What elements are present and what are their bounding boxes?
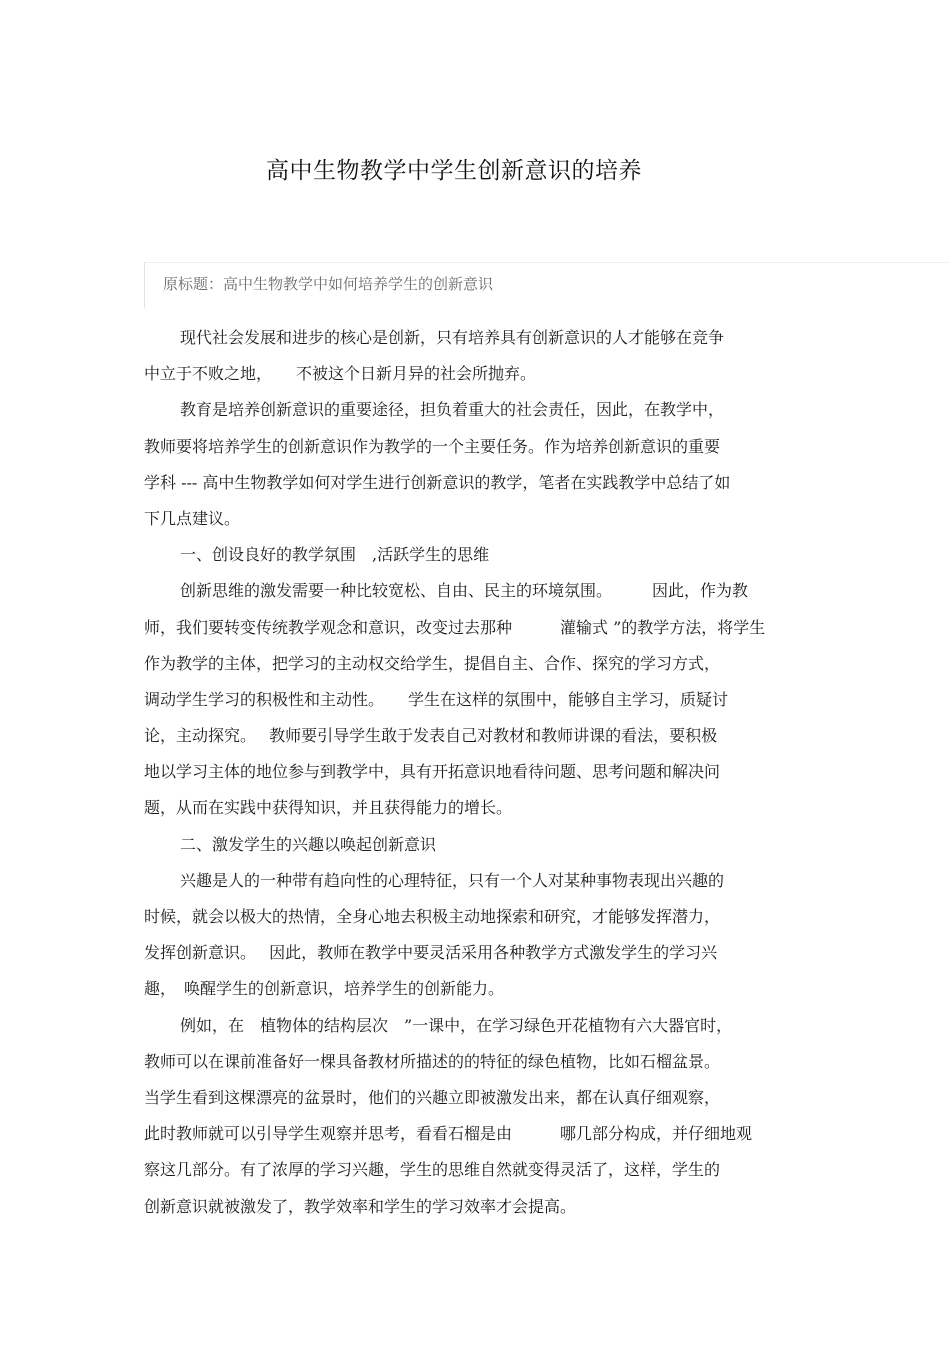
body-line: 发挥创新意识。 因此，教师在教学中要灵活采用各种教学方式激发学生的学习兴 [144,943,718,963]
body-line: 例如，在 植物体的结构层次 ”一课中，在学习绿色开花植物有六大器官时， [180,1015,733,1035]
body-line: 察这几部分。有了浓厚的学习兴趣，学生的思维自然就变得灵活了，这样，学生的 [144,1160,721,1180]
body-line: 二、激发学生的兴趣以唤起创新意识 [180,834,437,854]
body-line: 师，我们要转变传统教学观念和意识，改变过去那种 灌输式 ”的教学方法，将学生 [144,617,766,637]
body-line: 下几点建议。 [144,508,241,528]
body-line: 兴趣是人的一种带有趋向性的心理特征，只有一个人对某种事物表现出兴趣的 [180,870,725,890]
body-line: 创新意识就被激发了，教学效率和学生的学习效率才会提高。 [144,1196,577,1216]
body-line: 调动学生学习的积极性和主动性。 学生在这样的氛围中，能够自主学习，质疑讨 [144,689,729,709]
body-line: 中立于不败之地， 不被这个日新月异的社会所抛弃。 [144,364,537,384]
body-line: 教师要将培养学生的创新意识作为教学的一个主要任务。作为培养创新意识的重要 [144,436,721,456]
original-title: 原标题：高中生物教学中如何培养学生的创新意识 [163,275,494,293]
body-line: 当学生看到这棵漂亮的盆景时，他们的兴趣立即被激发出来，都在认真仔细观察， [144,1087,721,1107]
body-line: 一、创设良好的教学氛围 ,活跃学生的思维 [180,545,490,565]
body-line: 趣， 唤醒学生的创新意识，培养学生的创新能力。 [144,979,505,999]
body-line: 题，从而在实践中获得知识，并且获得能力的增长。 [144,798,513,818]
original-title-box [144,262,950,308]
body-line: 时候，就会以极大的热情，全身心地去积极主动地探索和研究，才能够发挥潜力， [144,907,721,926]
body-line: 此时教师就可以引导学生观察并思考，看看石榴是由 哪几部分构成，并仔细地观 [144,1124,753,1144]
body-line: 创新思维的激发需要一种比较宽松、自由、民主的环境氛围。 因此，作为教 [180,581,749,601]
body-line: 教师可以在课前准备好一棵具备教材所描述的的特征的绿色植物，比如石榴盆景。 [144,1051,721,1071]
body-line: 论，主动探究。 教师要引导学生敢于发表自己对教材和教师讲课的看法，要积极 [144,726,718,746]
body-line: 教育是培养创新意识的重要途径，担负着重大的社会责任，因此，在教学中， [180,400,725,420]
document-title: 高中生物教学中学生创新意识的培养 [266,158,642,184]
body-line: 学科 --- 高中生物教学如何对学生进行创新意识的教学，笔者在实践教学中总结了如 [144,472,731,492]
body-line: 地以学习主体的地位参与到教学中，具有开拓意识地看待问题、思考问题和解决问 [144,762,721,782]
body-line: 作为教学的主体，把学习的主动权交给学生，提倡自主、合作、探究的学习方式， [144,653,721,673]
document-body [144,320,804,1225]
body-line: 现代社会发展和进步的核心是创新，只有培养具有创新意识的人才能够在竞争 [180,328,725,347]
